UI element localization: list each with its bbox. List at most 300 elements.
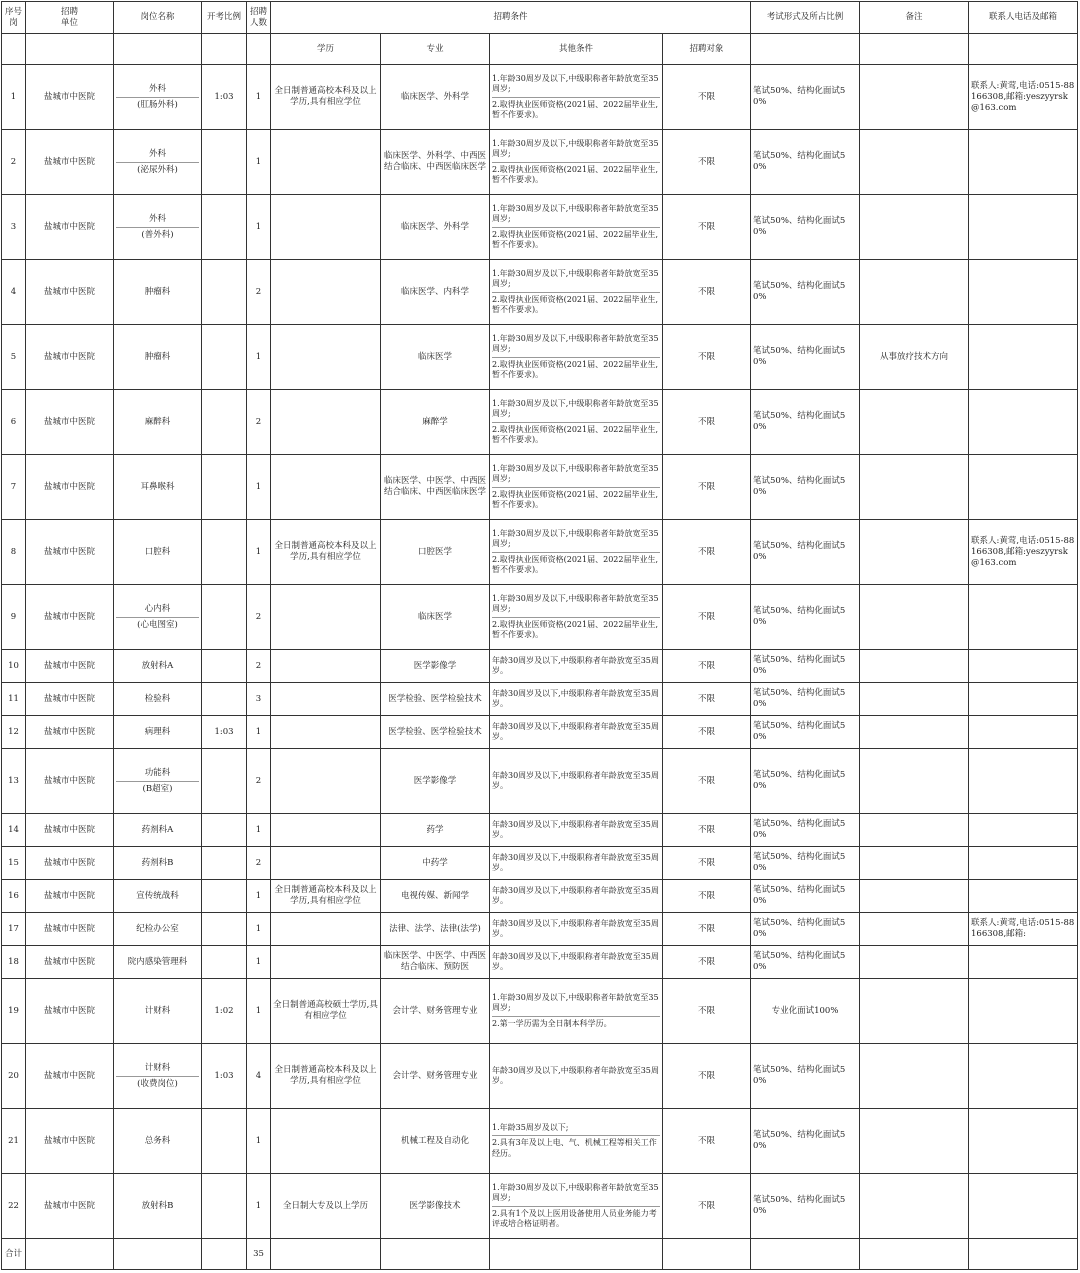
cell-count: 1 xyxy=(247,65,271,130)
cell-exam: 笔试50%、结构化面试50% xyxy=(751,650,860,683)
cell-cond: 1.年龄30周岁及以下,中级职称者年龄放宽至35周岁; 2.取得执业医师资格(2021届、2022届毕业生,暂不作要求)。 xyxy=(490,520,663,585)
table-row xyxy=(2,1044,1078,1109)
cell-target: 不限 xyxy=(663,260,751,325)
cell-major: 医学影像学 xyxy=(381,749,490,814)
cell-seq: 2 xyxy=(2,130,26,195)
cell-exam: 专业化面试100% xyxy=(751,979,860,1044)
total-label: 合计 xyxy=(2,1239,26,1270)
cell-ratio xyxy=(202,1109,247,1174)
cell-contact xyxy=(969,195,1078,260)
header-count: 招聘 人数 xyxy=(247,2,271,34)
header-other: 其他条件 xyxy=(490,34,663,65)
cell-edu xyxy=(271,913,381,946)
cell-seq: 21 xyxy=(2,1109,26,1174)
cell-cond: 1.年龄30周岁及以下,中级职称者年龄放宽至35周岁; 2.取得执业医师资格(2021届、2022届毕业生,暂不作要求)。 xyxy=(490,65,663,130)
cell-remark xyxy=(860,979,969,1044)
cell-unit: 盐城市中医院 xyxy=(26,946,114,979)
cell-edu: 全日制普通高校本科及以上学历,具有相应学位 xyxy=(271,65,381,130)
cell-target: 不限 xyxy=(663,814,751,847)
cell-seq: 5 xyxy=(2,325,26,390)
cell-target: 不限 xyxy=(663,520,751,585)
table-row xyxy=(2,520,1078,585)
cell-exam: 笔试50%、结构化面试50% xyxy=(751,520,860,585)
cell-count: 1 xyxy=(247,520,271,585)
table-row xyxy=(2,325,1078,390)
cell-major: 会计学、财务管理专业 xyxy=(381,979,490,1044)
cell-edu xyxy=(271,716,381,749)
cell-target: 不限 xyxy=(663,455,751,520)
cell-exam: 笔试50%、结构化面试50% xyxy=(751,260,860,325)
table-row xyxy=(2,880,1078,913)
cell-remark xyxy=(860,455,969,520)
table-row xyxy=(2,716,1078,749)
cell-edu xyxy=(271,195,381,260)
cell-cond: 年龄30周岁及以下,中级职称者年龄放宽至35周岁。 xyxy=(490,749,663,814)
cell-target: 不限 xyxy=(663,1044,751,1109)
cell-count: 1 xyxy=(247,195,271,260)
cell-ratio: 1:03 xyxy=(202,65,247,130)
cell-seq: 17 xyxy=(2,913,26,946)
cell-exam: 笔试50%、结构化面试50% xyxy=(751,195,860,260)
cell-pos: 放射科B xyxy=(114,1174,202,1239)
cell-exam: 笔试50%、结构化面试50% xyxy=(751,585,860,650)
cell-unit: 盐城市中医院 xyxy=(26,325,114,390)
cell-seq: 6 xyxy=(2,390,26,455)
cell-ratio xyxy=(202,847,247,880)
cell-major: 中药学 xyxy=(381,847,490,880)
cell-pos: 肿瘤科 xyxy=(114,325,202,390)
table-row xyxy=(2,390,1078,455)
header-contact: 联系人电话及邮箱 xyxy=(969,2,1078,34)
cell-unit: 盐城市中医院 xyxy=(26,847,114,880)
table-row xyxy=(2,585,1078,650)
cell-count: 2 xyxy=(247,847,271,880)
cell-pos: 药剂科A xyxy=(114,814,202,847)
cell-count: 1 xyxy=(247,1174,271,1239)
cell-seq: 19 xyxy=(2,979,26,1044)
cell-cond: 年龄30周岁及以下,中级职称者年龄放宽至35周岁。 xyxy=(490,716,663,749)
total-row xyxy=(2,1239,1078,1270)
cell-contact xyxy=(969,1174,1078,1239)
total-count: 35 xyxy=(247,1239,271,1270)
cell-unit: 盐城市中医院 xyxy=(26,913,114,946)
cell-target: 不限 xyxy=(663,1109,751,1174)
cell-contact xyxy=(969,455,1078,520)
cell-unit: 盐城市中医院 xyxy=(26,260,114,325)
cell-pos: 宣传统战科 xyxy=(114,880,202,913)
cell-exam: 笔试50%、结构化面试50% xyxy=(751,683,860,716)
cell-unit: 盐城市中医院 xyxy=(26,1044,114,1109)
cell-ratio xyxy=(202,946,247,979)
cell-unit: 盐城市中医院 xyxy=(26,585,114,650)
cell-ratio xyxy=(202,195,247,260)
cell-target: 不限 xyxy=(663,390,751,455)
cell-target: 不限 xyxy=(663,946,751,979)
cell-edu xyxy=(271,814,381,847)
cell-pos: 心内科 (心电图室) xyxy=(114,585,202,650)
cell-seq: 22 xyxy=(2,1174,26,1239)
cell-unit: 盐城市中医院 xyxy=(26,683,114,716)
cell-unit: 盐城市中医院 xyxy=(26,390,114,455)
cell-major: 临床医学、内科学 xyxy=(381,260,490,325)
cell-edu: 全日制普通高校本科及以上学历,具有相应学位 xyxy=(271,880,381,913)
table-row xyxy=(2,195,1078,260)
cell-edu xyxy=(271,325,381,390)
cell-count: 1 xyxy=(247,130,271,195)
cell-count: 1 xyxy=(247,455,271,520)
cell-exam: 笔试50%、结构化面试50% xyxy=(751,1044,860,1109)
cell-cond: 1.年龄30周岁及以下,中级职称者年龄放宽至35周岁; 2.取得执业医师资格(2021届、2022届毕业生,暂不作要求)。 xyxy=(490,195,663,260)
cell-edu xyxy=(271,390,381,455)
cell-major: 临床医学、外科学、中西医结合临床、中西医临床医学 xyxy=(381,130,490,195)
cell-remark xyxy=(860,1174,969,1239)
cell-ratio xyxy=(202,749,247,814)
header-seq: 序号 岗 xyxy=(2,2,26,34)
cell-unit: 盐城市中医院 xyxy=(26,979,114,1044)
cell-cond: 1.年龄30周岁及以下,中级职称者年龄放宽至35周岁; 2.第一学历需为全日制本科学历。 xyxy=(490,979,663,1044)
table-row xyxy=(2,913,1078,946)
cell-count: 2 xyxy=(247,260,271,325)
cell-major: 电视传媒、新闻学 xyxy=(381,880,490,913)
cell-cond: 年龄30周岁及以下,中级职称者年龄放宽至35周岁。 xyxy=(490,1044,663,1109)
cell-seq: 8 xyxy=(2,520,26,585)
cell-remark xyxy=(860,814,969,847)
cell-ratio xyxy=(202,880,247,913)
cell-edu: 全日制普通高校本科及以上学历,具有相应学位 xyxy=(271,1044,381,1109)
cell-cond: 1.年龄30周岁及以下,中级职称者年龄放宽至35周岁; 2.取得执业医师资格(2021届、2022届毕业生,暂不作要求)。 xyxy=(490,260,663,325)
cell-major: 临床医学、中医学、中西医结合临床、预防医 xyxy=(381,946,490,979)
cell-ratio xyxy=(202,260,247,325)
cell-contact xyxy=(969,814,1078,847)
cell-exam: 笔试50%、结构化面试50% xyxy=(751,847,860,880)
cell-ratio xyxy=(202,585,247,650)
cell-target: 不限 xyxy=(663,979,751,1044)
cell-ratio xyxy=(202,1174,247,1239)
cell-edu xyxy=(271,847,381,880)
cell-major: 医学影像学 xyxy=(381,650,490,683)
cell-pos: 耳鼻喉科 xyxy=(114,455,202,520)
cell-major: 会计学、财务管理专业 xyxy=(381,1044,490,1109)
cell-cond: 年龄30周岁及以下,中级职称者年龄放宽至35周岁。 xyxy=(490,946,663,979)
cell-contact xyxy=(969,847,1078,880)
cell-target: 不限 xyxy=(663,195,751,260)
cell-contact xyxy=(969,749,1078,814)
cell-pos: 病理科 xyxy=(114,716,202,749)
cell-unit: 盐城市中医院 xyxy=(26,520,114,585)
cell-major: 临床医学、外科学 xyxy=(381,195,490,260)
cell-count: 4 xyxy=(247,1044,271,1109)
cell-contact xyxy=(969,683,1078,716)
cell-major: 医学检验、医学检验技术 xyxy=(381,716,490,749)
cell-count: 1 xyxy=(247,946,271,979)
cell-pos: 外科 (肛肠外科) xyxy=(114,65,202,130)
cell-cond: 1.年龄30周岁及以下,中级职称者年龄放宽至35周岁; 2.取得执业医师资格(2021届、2022届毕业生,暂不作要求)。 xyxy=(490,130,663,195)
cell-exam: 笔试50%、结构化面试50% xyxy=(751,390,860,455)
cell-major: 临床医学、中医学、中西医结合临床、中西医临床医学 xyxy=(381,455,490,520)
cell-exam: 笔试50%、结构化面试50% xyxy=(751,716,860,749)
cell-edu xyxy=(271,650,381,683)
table-row xyxy=(2,946,1078,979)
cell-exam: 笔试50%、结构化面试50% xyxy=(751,1174,860,1239)
cell-contact xyxy=(969,946,1078,979)
cell-remark xyxy=(860,683,969,716)
cell-target: 不限 xyxy=(663,130,751,195)
header-row-2 xyxy=(2,34,1078,65)
cell-major: 医学影像技术 xyxy=(381,1174,490,1239)
cell-cond: 1.年龄35周岁及以下; 2.具有3年及以上电、气、机械工程等相关工作经历。 xyxy=(490,1109,663,1174)
cell-contact xyxy=(969,325,1078,390)
cell-unit: 盐城市中医院 xyxy=(26,65,114,130)
header-exam: 考试形式及所占比例 xyxy=(751,2,860,34)
cell-edu xyxy=(271,130,381,195)
cell-contact xyxy=(969,979,1078,1044)
table-row xyxy=(2,455,1078,520)
cell-count: 1 xyxy=(247,979,271,1044)
cell-count: 1 xyxy=(247,325,271,390)
cell-target: 不限 xyxy=(663,65,751,130)
cell-major: 临床医学 xyxy=(381,325,490,390)
cell-contact xyxy=(969,1109,1078,1174)
cell-exam: 笔试50%、结构化面试50% xyxy=(751,880,860,913)
header-unit: 招聘 单位 xyxy=(26,2,114,34)
table-row xyxy=(2,65,1078,130)
header-row-1 xyxy=(2,2,1078,34)
cell-unit: 盐城市中医院 xyxy=(26,650,114,683)
cell-exam: 笔试50%、结构化面试50% xyxy=(751,1109,860,1174)
cell-cond: 年龄30周岁及以下,中级职称者年龄放宽至35周岁。 xyxy=(490,913,663,946)
cell-contact xyxy=(969,585,1078,650)
header-ratio: 开考比例 xyxy=(202,2,247,34)
cell-remark xyxy=(860,390,969,455)
cell-contact xyxy=(969,1044,1078,1109)
cell-pos: 总务科 xyxy=(114,1109,202,1174)
cell-unit: 盐城市中医院 xyxy=(26,195,114,260)
cell-remark xyxy=(860,880,969,913)
cell-ratio xyxy=(202,130,247,195)
cell-target: 不限 xyxy=(663,683,751,716)
cell-unit: 盐城市中医院 xyxy=(26,455,114,520)
cell-pos: 口腔科 xyxy=(114,520,202,585)
cell-cond: 年龄30周岁及以下,中级职称者年龄放宽至35周岁。 xyxy=(490,683,663,716)
cell-major: 医学检验、医学检验技术 xyxy=(381,683,490,716)
cell-ratio xyxy=(202,520,247,585)
cell-contact xyxy=(969,130,1078,195)
cell-pos: 麻醉科 xyxy=(114,390,202,455)
cell-contact xyxy=(969,880,1078,913)
cell-edu xyxy=(271,683,381,716)
cell-cond: 年龄30周岁及以下,中级职称者年龄放宽至35周岁。 xyxy=(490,814,663,847)
cell-exam: 笔试50%、结构化面试50% xyxy=(751,946,860,979)
cell-exam: 笔试50%、结构化面试50% xyxy=(751,65,860,130)
cell-ratio xyxy=(202,390,247,455)
cell-exam: 笔试50%、结构化面试50% xyxy=(751,325,860,390)
header-education: 学历 xyxy=(271,34,381,65)
cell-count: 2 xyxy=(247,585,271,650)
cell-pos: 外科 (普外科) xyxy=(114,195,202,260)
header-position: 岗位名称 xyxy=(114,2,202,34)
cell-edu: 全日制普通高校本科及以上学历,具有相应学位 xyxy=(271,520,381,585)
cell-target: 不限 xyxy=(663,585,751,650)
cell-major: 法律、法学、法律(法学) xyxy=(381,913,490,946)
cell-ratio xyxy=(202,455,247,520)
cell-remark xyxy=(860,260,969,325)
cell-target: 不限 xyxy=(663,880,751,913)
cell-target: 不限 xyxy=(663,716,751,749)
cell-remark: 从事放疗技术方向 xyxy=(860,325,969,390)
cell-major: 临床医学 xyxy=(381,585,490,650)
cell-remark xyxy=(860,946,969,979)
cell-major: 口腔医学 xyxy=(381,520,490,585)
table-row xyxy=(2,130,1078,195)
cell-remark xyxy=(860,585,969,650)
header-major: 专业 xyxy=(381,34,490,65)
cell-unit: 盐城市中医院 xyxy=(26,716,114,749)
cell-ratio xyxy=(202,814,247,847)
cell-seq: 20 xyxy=(2,1044,26,1109)
cell-target: 不限 xyxy=(663,749,751,814)
cell-pos: 放射科A xyxy=(114,650,202,683)
cell-cond: 1.年龄30周岁及以下,中级职称者年龄放宽至35周岁; 2.取得执业医师资格(2021届、2022届毕业生,暂不作要求)。 xyxy=(490,390,663,455)
table-row xyxy=(2,1174,1078,1239)
cell-seq: 1 xyxy=(2,65,26,130)
cell-seq: 14 xyxy=(2,814,26,847)
cell-target: 不限 xyxy=(663,913,751,946)
cell-edu xyxy=(271,946,381,979)
cell-seq: 12 xyxy=(2,716,26,749)
table-row xyxy=(2,814,1078,847)
table-row xyxy=(2,1109,1078,1174)
cell-edu: 全日制普通高校硕士学历,具有相应学位 xyxy=(271,979,381,1044)
cell-major: 机械工程及自动化 xyxy=(381,1109,490,1174)
recruitment-table xyxy=(1,1,1078,1270)
cell-target: 不限 xyxy=(663,325,751,390)
cell-remark xyxy=(860,847,969,880)
table-row xyxy=(2,749,1078,814)
cell-remark xyxy=(860,749,969,814)
cell-remark xyxy=(860,650,969,683)
cell-target: 不限 xyxy=(663,650,751,683)
cell-count: 1 xyxy=(247,913,271,946)
header-conditions: 招聘条件 xyxy=(271,2,751,34)
cell-exam: 笔试50%、结构化面试50% xyxy=(751,913,860,946)
cell-remark xyxy=(860,1044,969,1109)
cell-unit: 盐城市中医院 xyxy=(26,130,114,195)
cell-edu: 全日制大专及以上学历 xyxy=(271,1174,381,1239)
cell-seq: 9 xyxy=(2,585,26,650)
cell-remark xyxy=(860,520,969,585)
cell-remark xyxy=(860,195,969,260)
cell-contact: 联系人:黄莺,电话:0515-88166308,邮箱:yeszyyrsk@163.com xyxy=(969,65,1078,130)
cell-ratio: 1:03 xyxy=(202,1044,247,1109)
cell-remark xyxy=(860,716,969,749)
cell-edu xyxy=(271,585,381,650)
cell-count: 1 xyxy=(247,880,271,913)
cell-cond: 1.年龄30周岁及以下,中级职称者年龄放宽至35周岁; 2.具有1个及以上医用设备使用人员业务能力考评或培合格证明者。 xyxy=(490,1174,663,1239)
cell-pos: 肿瘤科 xyxy=(114,260,202,325)
cell-target: 不限 xyxy=(663,1174,751,1239)
cell-contact: 联系人:黄莺,电话:0515-88166308,邮箱: xyxy=(969,913,1078,946)
cell-count: 1 xyxy=(247,1109,271,1174)
cell-contact: 联系人:黄莺,电话:0515-88166308,邮箱:yeszyyrsk@163.com xyxy=(969,520,1078,585)
cell-remark xyxy=(860,913,969,946)
cell-count: 1 xyxy=(247,716,271,749)
cell-pos: 检验科 xyxy=(114,683,202,716)
cell-seq: 3 xyxy=(2,195,26,260)
cell-unit: 盐城市中医院 xyxy=(26,749,114,814)
cell-remark xyxy=(860,65,969,130)
cell-pos: 院内感染管理科 xyxy=(114,946,202,979)
header-target: 招聘对象 xyxy=(663,34,751,65)
cell-contact xyxy=(969,390,1078,455)
cell-seq: 11 xyxy=(2,683,26,716)
cell-seq: 18 xyxy=(2,946,26,979)
cell-pos: 药剂科B xyxy=(114,847,202,880)
cell-pos: 功能科 (B超室) xyxy=(114,749,202,814)
cell-ratio xyxy=(202,683,247,716)
cell-seq: 7 xyxy=(2,455,26,520)
table-row xyxy=(2,847,1078,880)
cell-cond: 1.年龄30周岁及以下,中级职称者年龄放宽至35周岁; 2.取得执业医师资格(2021届、2022届毕业生,暂不作要求)。 xyxy=(490,325,663,390)
cell-count: 2 xyxy=(247,749,271,814)
cell-seq: 16 xyxy=(2,880,26,913)
table-row xyxy=(2,979,1078,1044)
cell-contact xyxy=(969,650,1078,683)
cell-pos: 计财科 (收费岗位) xyxy=(114,1044,202,1109)
cell-pos: 外科 (泌尿外科) xyxy=(114,130,202,195)
cell-ratio: 1:02 xyxy=(202,979,247,1044)
cell-cond: 年龄30周岁及以下,中级职称者年龄放宽至35周岁。 xyxy=(490,847,663,880)
cell-ratio xyxy=(202,325,247,390)
cell-pos: 纪检办公室 xyxy=(114,913,202,946)
cell-edu xyxy=(271,260,381,325)
table-row xyxy=(2,260,1078,325)
cell-unit: 盐城市中医院 xyxy=(26,1174,114,1239)
header-remark: 备注 xyxy=(860,2,969,34)
cell-edu xyxy=(271,749,381,814)
table-row xyxy=(2,650,1078,683)
cell-remark xyxy=(860,1109,969,1174)
cell-seq: 15 xyxy=(2,847,26,880)
cell-edu xyxy=(271,455,381,520)
cell-target: 不限 xyxy=(663,847,751,880)
cell-contact xyxy=(969,716,1078,749)
cell-seq: 13 xyxy=(2,749,26,814)
cell-cond: 年龄30周岁及以下,中级职称者年龄放宽至35周岁。 xyxy=(490,880,663,913)
cell-unit: 盐城市中医院 xyxy=(26,1109,114,1174)
cell-ratio xyxy=(202,650,247,683)
cell-cond: 年龄30周岁及以下,中级职称者年龄放宽至35周岁。 xyxy=(490,650,663,683)
cell-count: 2 xyxy=(247,650,271,683)
cell-unit: 盐城市中医院 xyxy=(26,814,114,847)
cell-seq: 10 xyxy=(2,650,26,683)
cell-exam: 笔试50%、结构化面试50% xyxy=(751,814,860,847)
table-row xyxy=(2,683,1078,716)
cell-unit: 盐城市中医院 xyxy=(26,880,114,913)
cell-count: 1 xyxy=(247,814,271,847)
cell-seq: 4 xyxy=(2,260,26,325)
cell-ratio: 1:03 xyxy=(202,716,247,749)
cell-remark xyxy=(860,130,969,195)
cell-major: 临床医学、外科学 xyxy=(381,65,490,130)
cell-count: 2 xyxy=(247,390,271,455)
cell-ratio xyxy=(202,913,247,946)
cell-contact xyxy=(969,260,1078,325)
cell-edu xyxy=(271,1109,381,1174)
cell-major: 药学 xyxy=(381,814,490,847)
cell-pos: 计财科 xyxy=(114,979,202,1044)
cell-exam: 笔试50%、结构化面试50% xyxy=(751,749,860,814)
cell-count: 3 xyxy=(247,683,271,716)
